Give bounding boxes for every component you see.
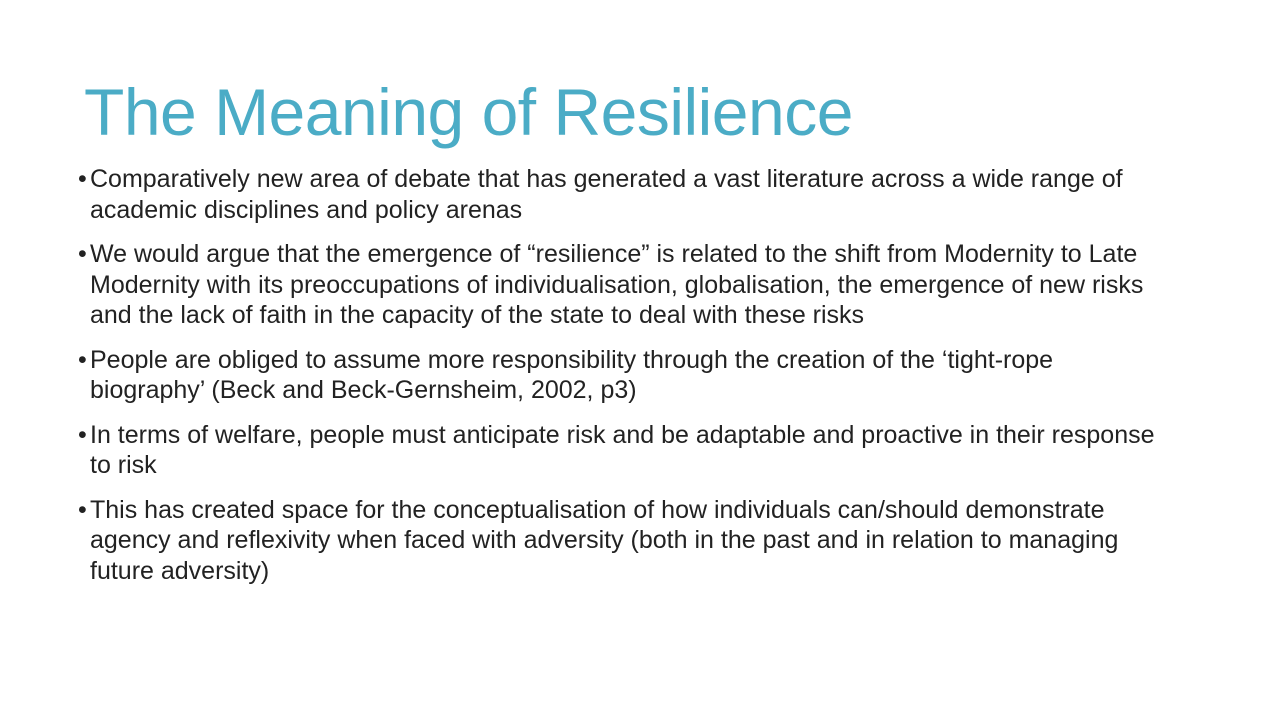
bullet-item <box>78 420 1168 481</box>
bullet-item <box>78 495 1168 587</box>
bullet-text: In terms of welfare, people must anticipate risk and be adaptable and proactive in their response to risk <box>90 420 1155 479</box>
bullet-dot-icon: • <box>78 420 87 449</box>
bullet-text: We would argue that the emergence of “resilience” is related to the shift from Modernity to Late Modernity with its preoccupations of individualisation, globalisation, the emergence of new risks and the lack of faith in the capacity of the state to deal with these risks <box>90 240 1144 329</box>
slide-title: The Meaning of Resilience <box>84 75 853 149</box>
bullet-text: This has created space for the conceptualisation of how individuals can/should demonstrate agency and reflexivity when faced with adversity (both in the past and in relation to managing future adversity) <box>90 495 1119 585</box>
bullet-text: Comparatively new area of debate that has generated a vast literature across a wide range of academic disciplines and policy arenas <box>90 165 1123 224</box>
bullet-item <box>78 164 1168 225</box>
bullet-dot-icon: • <box>78 165 87 193</box>
bullet-list <box>78 164 1168 600</box>
bullet-text: People are obliged to assume more responsibility through the creation of the ‘tight-rope biography’ (Beck and Beck-Gernsheim, 2002, p3) <box>90 345 1054 404</box>
bullet-dot-icon: • <box>78 345 87 374</box>
bullet-dot-icon: • <box>78 240 87 268</box>
bullet-item <box>78 239 1168 331</box>
bullet-item <box>78 345 1168 406</box>
bullet-dot-icon: • <box>78 495 87 524</box>
